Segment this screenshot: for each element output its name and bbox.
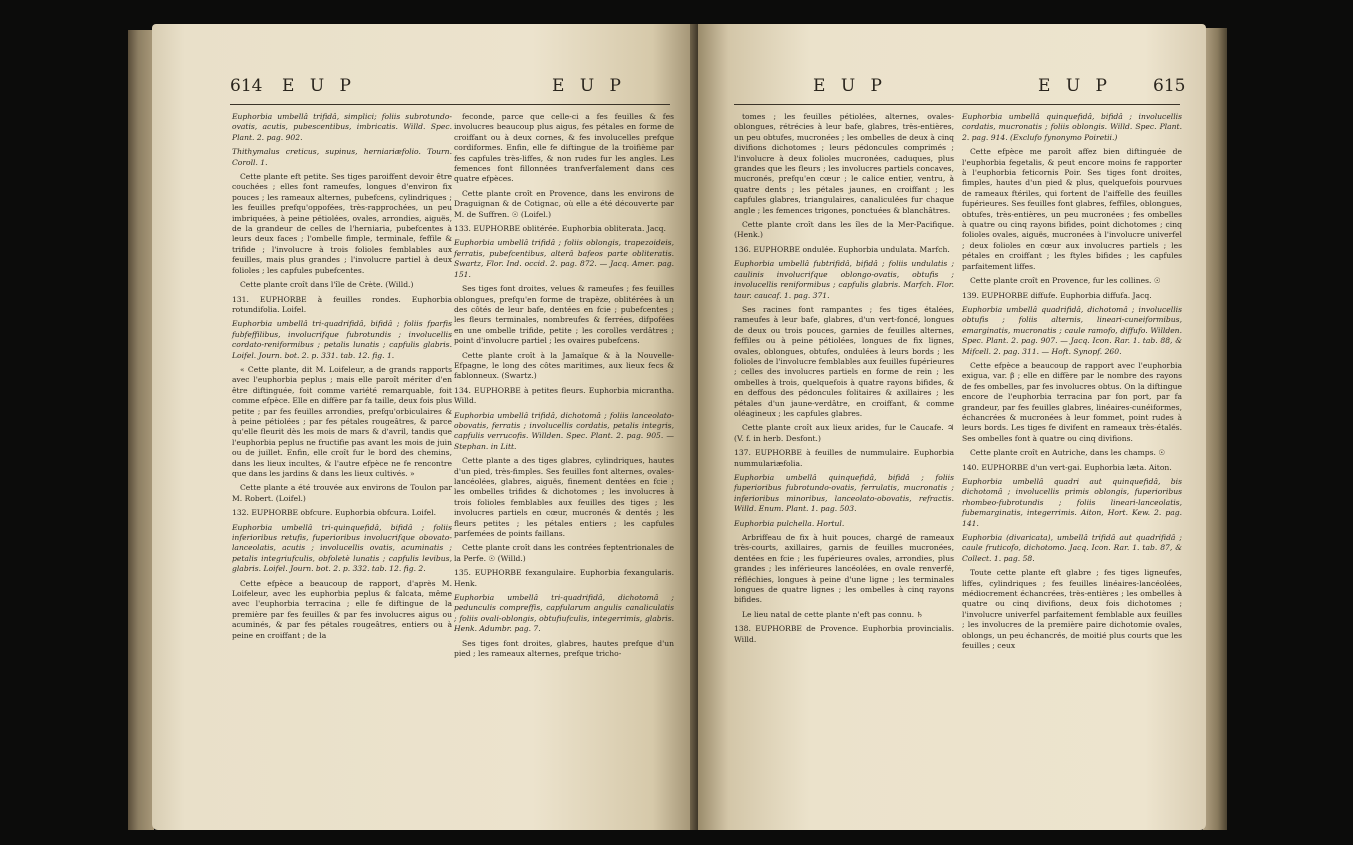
left-column-2 <box>454 112 674 664</box>
left-running-head-2: E U P <box>552 76 626 96</box>
paragraph: 131. EUPHORBE à feuilles rondes. Euphorbia rotundifolia. Loifel. <box>232 294 452 314</box>
paragraph: Euphorbia umbellâ quadrifidâ, dichotomâ ; involucellis obtufis ; foliis alternis, lineari-cuneiformibus, emarginatis, mucronatis ; caule ramofo, diffufo. Willden. Spec. Plant. 2. pag. 907. — Jacq. Icon. Rar. 1. tab. 88, & Mifcell. 2. pag. 311. — Hoft. Synopf. 260. <box>962 304 1182 356</box>
paragraph: Euphorbia umbellâ tri-quinquefidâ, bifidâ ; foliis inferioribus retufis, fuperioribus involucrifque obovato-lanceolatis, acutis ; involucellis ovatis, acuminatis ; petalis integriufculis, obfoletè lunatis ; capfulis levibus, glabris. Loifel. Journ. bot. 2. p. 332. tab. 12. fig. 2. <box>232 522 452 574</box>
paragraph: Cette plante a été trouvée aux environs de Toulon par M. Robert. (Loifel.) <box>232 483 452 503</box>
paragraph: Cette efpèce a beaucoup de rapport, d'après M. Loifeleur, avec les euphorbia peplus & falcata, même avec l'euphorbia terracina ; elle fe diftingue de la première par fes feuilles & par fes involucres aigus ou acuminés, & par fes pétales rougeâtres, entiers ou à peine en croiffant ; de la <box>232 578 452 640</box>
right-column-1 <box>734 112 954 649</box>
paragraph: Cette plante croît en Provence, dans les environs de Draguignan & de Cotignac, où elle a été découverte par M. de Suffren. ☉ (Loifel.) <box>454 188 674 219</box>
paragraph: Toute cette plante eft glabre ; fes tiges ligneufes, liffes, cylindriques ; fes feuilles linéaires-lancéolées, médiocrement échancrées, très-entières ; les ombelles à quatre ou cinq divifions, deux fois dichotomes ; l'involucre univerfel parfaitement femblable aux feuilles ; les involucres de la première paire dichotomie ovales, oblongs, un peu échancrés, de moitié plus courts que les feuilles ; ceux <box>962 568 1182 651</box>
paragraph: 139. EUPHORBE diffufe. Euphorbia diffufa. Jacq. <box>962 290 1152 300</box>
paragraph: Cette plante croît dans les contrées feptentrionales de la Perfe. ☉ (Willd.) <box>454 543 674 563</box>
paragraph: Cette plante eft petite. Ses tiges paroiffent devoir être couchées ; elles font rameufes, longues d'environ fix pouces ; les rameaux alternes, pubefcens, cylindriques ; les feuilles prefqu'oppofées, très-rapprochées, un peu imbriquées, à peine pétiolées, ovales, arrondies, aiguës, de la grandeur de celles de l'herniaria, pubefcentes à leurs deux faces ; l'ombelle fimple, terminale, feffile & trifide ; l'involucre à trois folioles femblables aux feuilles, mais plus grandes ; l'involucre partiel à deux folioles ; les capfules pubefcentes. <box>232 172 452 275</box>
paragraph: Ses tiges font droites, velues & rameufes ; fes feuilles oblongues, prefqu'en forme de trapèze, oblitérées à un des côtés de leur bafe, dentées en fcie ; pubefcentes ; les fleurs terminales, nombreufes & ferrées, difpofées en une ombelle trifide, petite ; les corolles verdâtres ; point d'involucre partiel ; les ovaires pubefcens. <box>454 284 674 346</box>
paragraph: Cette efpèce a beaucoup de rapport avec l'euphorbia exigua, var. β ; elle en diffère par le nombre des rayons de fes ombelles, par fes involucres obtus. On la diftingue encore de l'euphorbia terracina par fon port, par fa grandeur, par fes feuilles glabres, linéaires-cunéiformes, échancrées & mucronées à leur fommet, point rudes à leurs bords. Les tiges fe divifent en rameaux très-étalés. Ses ombelles font à quatre ou cinq divifions. <box>962 360 1182 443</box>
paragraph: Euphorbia umbellâ quinquefidâ, bifidâ ; involucellis cordatis, mucronatis ; foliis oblongis. Willd. Spec. Plant. 2. pag. 914. (Exclufo fynonymo Poiretii.) <box>962 112 1182 142</box>
paragraph: 135. EUPHORBE fexangulaire. Euphorbia fexangularis. Henk. <box>454 568 674 588</box>
paragraph: Euphorbia umbellâ trifidâ ; foliis oblongis, trapezoideis, ferratis, pubefcentibus, alterâ bafeos parte obliteratis. Swartz, Flor. Ind. occid. 2. pag. 872. — Jacq. Amer. pag. 151. <box>454 238 674 279</box>
right-head-rule <box>734 104 1180 105</box>
paragraph: Ses tiges font droites, glabres, hautes prefque d'un pied ; les rameaux alternes, prefque tricho- <box>454 638 674 659</box>
paragraph: feconde, parce que celle-ci a fes feuilles & fes involucres beaucoup plus aigus, fes pétales en forme de croiffant ou à deux cornes, & fes involucelles prefque cordiformes. Enfin, elle fe diftingue de la troifième par fes capfules très-liffes, & non rudes fur les angles. Les femences font fillonnées tranfverfalement dans ces quatre efpèces. <box>454 112 674 184</box>
paragraph: Euphorbia umbellâ quadri aut quinquefidâ, bis dichotomâ ; involucellis primis oblongis, fuperioribus rhombeo-fubrotundis ; foliis lineari-lanceolatis, fubemarginatis, integerrimis. Aiton, Hort. Kew. 2. pag. 141. <box>962 477 1182 528</box>
paragraph: Le lieu natal de cette plante n'eft pas connu. ♄ <box>742 609 924 619</box>
paragraph: Arbriffeau de fix à huit pouces, chargé de rameaux très-courts, axillaires, garnis de feuilles mucronées, dentées en fcie ; les fupérieures ovales, arrondies, plus grandes ; les inférieures lancéolées, en ovale renverfé, réfléchies, longues à peine d'une ligne ; les terminales longues de quatre lignes ; les ombelles à cinq rayons bifides. <box>734 533 954 605</box>
right-page-number: 615 <box>1153 76 1186 96</box>
paragraph: Cette plante a des tiges glabres, cylindriques, hautes d'un pied, très-fimples. Ses feuilles font alternes, ovales-lancéolées, glabres, aiguës, finement dentées en fcie ; les ombelles trifides & dichotomes ; les involucres à trois folioles femblables aux feuilles des tiges ; les involucres partiels en cœur, mucronés & dentés ; les fleurs petites ; les pétales entiers ; les capfules parfemées de points faillans. <box>454 456 674 539</box>
paragraph: Euphorbia umbellâ tri-quadrifidâ, bifidâ ; foliis fparfis fubfeffilibus, involucrifque fubrotundis ; involucellis cordato-reniformibus ; petalis lunatis ; capfulis glabris. Loifel. Journ. bot. 2. p. 331. tab. 12. fig. 1. <box>232 319 452 360</box>
paragraph: Euphorbia umbellâ trifidâ, simplici; foliis subrotundo-ovatis, acutis, pubescentibus, imbricatis. Willd. Spec. Plant. 2. pag. 902. <box>232 112 452 142</box>
right-page <box>698 24 1206 830</box>
paragraph: 136. EUPHORBE ondulée. Euphorbia undulata. Marfch. <box>734 244 950 254</box>
right-column-2 <box>962 112 1182 656</box>
left-page <box>152 24 696 830</box>
paragraph: Thithymalus creticus, supinus, herniariæfolio. Tourn. Coroll. 1. <box>232 147 452 167</box>
paragraph: 140. EUPHORBE d'un vert-gai. Euphorbia læta. Aiton. <box>962 462 1172 472</box>
paragraph: 134. EUPHORBE à petites fleurs. Euphorbia micrantha. Willd. <box>454 385 674 406</box>
paragraph: 138. EUPHORBE de Provence. Euphorbia provincialis. Willd. <box>734 624 954 644</box>
right-running-head-2: E U P <box>1038 76 1112 96</box>
paragraph: Cette plante croît dans les îles de la Mer-Pacifique. (Henk.) <box>734 220 954 240</box>
paragraph: Ses racines font rampantes ; fes tiges étalées, rameufes à leur bafe, glabres, d'un vert-foncé, longues de deux ou trois pouces, garnies de feuilles alternes, feffiles ou à peine pétiolées, longues de fix lignes, ovales, oblongues, obtufes, ondulées à leurs bords ; les folioles de l'involucre femblables aux feuilles fupérieures ; celles des involucres partiels en forme de rein ; les ombelles à trois, quelquefois à quatre rayons bifides, & en deffous des pédoncules folitaires & axillaires ; les pétales d'un jaune-verdâtre, en croiffant, & comme oléagineux ; les capfules glabres. <box>734 304 954 418</box>
left-column-1 <box>232 112 452 645</box>
paragraph: « Cette plante, dit M. Loifeleur, a de grands rapports avec l'euphorbia peplus ; mais elle paroît mériter d'en être diftinguée, foit comme variété remarquable, foit comme efpèce. Elle en diffère par fa taille, deux fois plus petite ; par fes feuilles arrondies, prefqu'orbiculaires & à peine pétiolées ; par fes pétales rougeâtres, & parce qu'elle fleurit dès les mois de mars & d'avril, tandis que l'euphorbia peplus ne fructifie pas avant les mois de juin ou de juillet. Enfin, elle croît fur le bord des chemins, dans les lieux incultes, & l'autre efpèce ne fe rencontre que dans les jardins & dans les lieux cultivés. » <box>232 364 452 478</box>
left-head-rule <box>230 104 670 105</box>
right-running-head-1: E U P <box>813 76 887 96</box>
paragraph: Cette plante croît aux lieux arides, fur le Caucafe. ♃ (V. f. in herb. Desfont.) <box>734 423 954 443</box>
left-page-edges <box>128 30 154 830</box>
paragraph: Euphorbia (divaricata), umbellâ trifidâ aut quadrifidâ ; caule fruticofo, dichotomo. Jacq. Icon. Rar. 1. tab. 87, & Collect. 1. pag. 58. <box>962 533 1182 563</box>
right-page-edges <box>1203 28 1227 830</box>
left-running-head-1: E U P <box>282 76 356 96</box>
paragraph: 132. EUPHORBE obfcure. Euphorbia obfcura. Loifel. <box>232 508 436 518</box>
paragraph: Euphorbia pulchella. Hortul. <box>734 518 845 528</box>
left-page-number: 614 <box>230 76 263 96</box>
paragraph: Euphorbia umbellâ trifidâ, dichotomâ ; foliis lanceolato-obovatis, ferratis ; involucellis cordatis, petalis integris, capfulis verrucofis. Willden. Spec. Plant. 2. pag. 905. — Stephan. in Litt. <box>454 410 674 451</box>
paragraph: tomes ; les feuilles pétiolées, alternes, ovales-oblongues, rétrécies à leur bafe, glabres, très-entières, un peu obtufes, mucronées ; les ombelles de deux à cinq divifions dichotomes ; leurs pédoncules comprimés ; l'involucre à deux folioles mucronées, caduques, plus grandes que les fleurs ; les involucres partiels concaves, mucronés, prefqu'en cœur ; le calice entier, ventru, à quatre dents ; les pétales jaunes, en croiffant ; les capfules glabres, triangulaires, canaliculées fur chaque angle ; les femences trigones, ponctuées & blanchâtres. <box>734 112 954 215</box>
paragraph: 137. EUPHORBE à feuilles de nummulaire. Euphorbia nummulariæfolia. <box>734 448 954 468</box>
paragraph: Euphorbia umbellâ tri-quadrifidâ, dichotomâ ; pedunculis compreffis, capfularum angulis canaliculatis ; foliis ovali-oblongis, obtufiufculis, integerrimis, glabris. Henk. Adumbr. pag. 7. <box>454 593 674 634</box>
paragraph: Cette efpèce me paroît affez bien diftinguée de l'euphorbia fegetalis, & peut encore moins fe rapporter à l'euphorbia feticornis Poir. Ses tiges font droites, fimples, hautes d'un pied & plus, quelquefois pourvues de rameaux ftériles, qui fortent de l'aiffelle des feuilles fupérieures. Ses feuilles font glabres, feffiles, oblongues, obtufes, très-entières, un peu mucronées ; fes ombelles à quatre ou cinq rayons bifides, point dichotomes ; cinq folioles ovales, aiguës, mucronées à l'involucre univerfel ; deux folioles en cœur aux involucres partiels ; les pétales en croiffant ; les ftyles bifides ; les capfules parfaitement liffes. <box>962 147 1182 271</box>
paragraph: Cette plante croît dans l'île de Crète. (Willd.) <box>240 280 414 290</box>
paragraph: Cette plante croît à la Jamaïque & à la Nouvelle-Efpagne, le long des côtes maritimes, aux lieux fecs & fablonneux. (Swartz.) <box>454 350 674 381</box>
paragraph: Cette plante croît en Provence, fur les collines. ☉ <box>970 276 1161 286</box>
paragraph: Euphorbia umbellâ fubtrifidâ, bifidâ ; foliis undulatis ; caulinis involucrifque oblongo-ovatis, obtufis ; involucellis reniformibus ; capfulis glabris. Marfch. Flor. taur. caucaf. 1. pag. 371. <box>734 259 954 300</box>
paragraph: Euphorbia umbellâ quinquefidâ, bifidâ ; foliis fuperioribus fubrotundo-ovatis, ferrulatis, mucronatis ; inferioribus minoribus, lanceolato-obovatis, refractis. Willd. Enum. Plant. 1. pag. 503. <box>734 473 954 514</box>
paragraph: 133. EUPHORBE oblitérée. Euphorbia obliterata. Jacq. <box>454 224 666 234</box>
paragraph: Cette plante croît en Autriche, dans les champs. ☉ <box>970 448 1166 458</box>
